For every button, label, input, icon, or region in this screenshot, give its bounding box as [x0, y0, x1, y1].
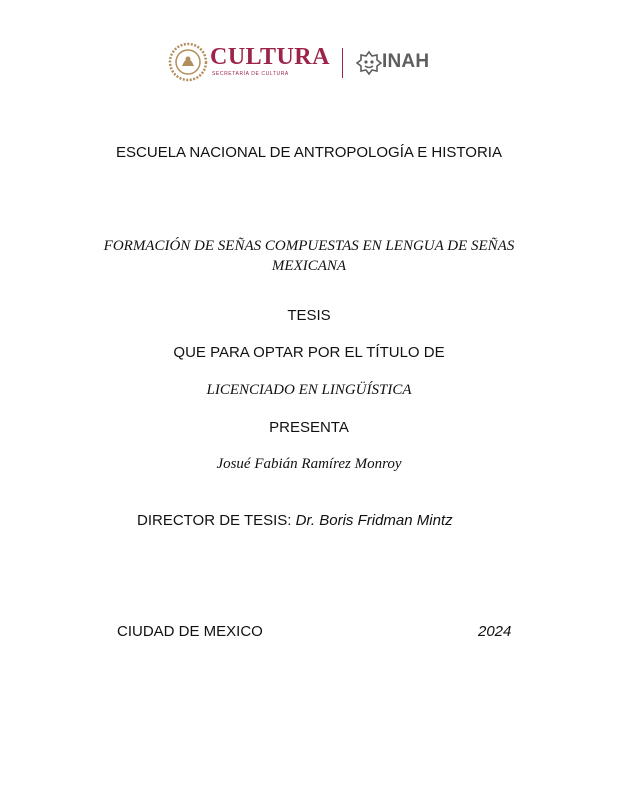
degree-purpose: QUE PARA OPTAR POR EL TÍTULO DE [173, 344, 445, 361]
logo-divider [342, 48, 343, 78]
city: CIUDAD DE MEXICO [117, 623, 263, 640]
thesis-title-line-1: FORMACIÓN DE SEÑAS COMPUESTAS EN LENGUA DE SEÑAS [103, 238, 515, 254]
document-type: TESIS [287, 307, 331, 324]
cultura-logo-subtitle: SECRETARÍA DE CULTURA [212, 71, 289, 77]
cultura-logo-text: CULTURA [210, 44, 330, 70]
inah-logo-text: INAH [382, 51, 430, 72]
director-label: DIRECTOR DE TESIS: [137, 512, 292, 529]
header-logos [168, 40, 458, 88]
thesis-title-line-2: MEXICANA [271, 258, 347, 274]
year: 2024 [478, 623, 512, 640]
author-name: Josué Fabián Ramírez Monroy [216, 456, 402, 472]
director-name: Dr. Boris Fridman Mintz [295, 512, 453, 529]
degree-name: LICENCIADO EN LINGÜÍSTICA [206, 382, 412, 398]
inah-emblem-icon [356, 50, 382, 76]
thesis-director [137, 510, 453, 531]
institution-name: ESCUELA NACIONAL DE ANTROPOLOGÍA E HISTORIA [116, 144, 502, 161]
cultura-seal-icon [168, 42, 208, 82]
presents-label: PRESENTA [269, 419, 349, 436]
